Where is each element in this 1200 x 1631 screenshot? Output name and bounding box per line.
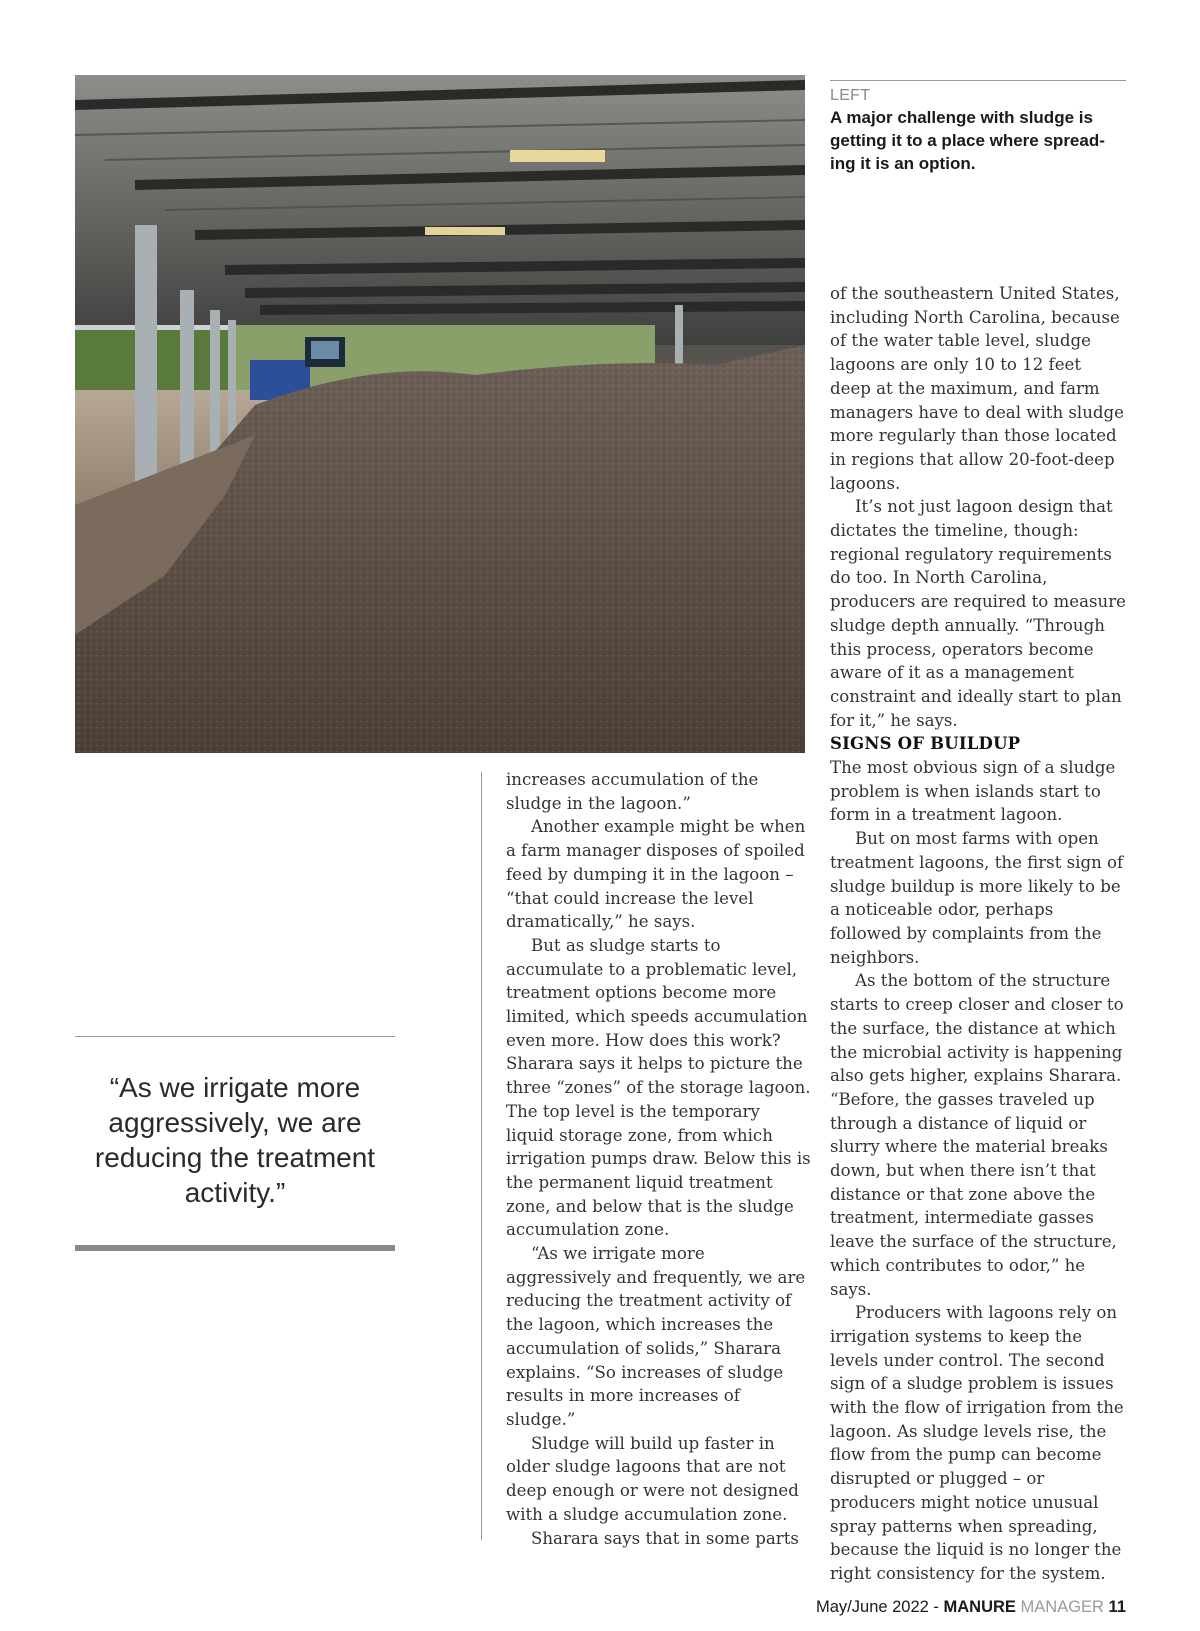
paragraph: The most obvious sign of a sludge problem is when islands start to form in a treatment lagoon. [830,758,1116,825]
paragraph: “As we irrigate more aggressively and frequently, we are reducing the treatment activity of the lagoon, which increases the accumulation of solids,” Sharara explains. “So increases of sludge results in more increases of sludge.” [506,1244,806,1429]
pull-quote-bottom-rule [75,1245,395,1251]
paragraph: It’s not just lagoon design that dictates the timeline, though: regional regulatory requirements do too. In North Carolina, producers are required to measure sludge depth annually. “Through this process, operators become aware of it as a management constraint and ideally start to plan for it,” he says. [830,497,1126,730]
paragraph: Another example might be when a farm manager disposes of spoiled feed by dumping it in the lagoon – “that could increase the level dramatically,” he says. [506,817,806,932]
paragraph: of the southeastern United States, including North Carolina, because of the water table level, sludge lagoons are only 10 to 12 feet deep at the maximum, and farm managers have to deal with sludge more regularly than those located in regions that allow 20-foot-deep lagoons. [830,284,1124,493]
caption-text: A major challenge with sludge is getting it to a place where spread-ing it is an option. [830,108,1105,173]
footer-brand-light: MANAGER [1015,1598,1109,1616]
page-footer [816,1598,1126,1617]
caption-tag: LEFT [830,87,871,104]
article-photo [75,75,805,753]
section-subhead: SIGNS OF BUILDUP [830,734,1021,754]
footer-date: May/June 2022 - [816,1598,944,1616]
pull-quote: “As we irrigate more aggressively, we are reducing the treatment activity.” [94,1072,376,1208]
paragraph: increases accumulation of the sludge in the lagoon.” [506,770,759,813]
right-column [830,282,1126,1586]
paragraph: As the bottom of the structure starts to creep closer and closer to the surface, the distance at which the microbial activity is happening also gets higher, explains Sharara. “Before, the gasses traveled up through a distance of liquid or slurry where the material breaks down, but when there isn’t that distance or that zone above the treatment, intermediate gasses leave the surface of the structure, which contributes to odor,” he says. [830,971,1124,1299]
photo-caption [830,80,1126,175]
paragraph: Sharara says that in some parts [531,1528,799,1548]
paragraph: But on most farms with open treatment lagoons, the first sign of sludge buildup is more likely to be a noticeable odor, perhaps followed by complaints from the neighbors. [830,829,1124,967]
middle-column [506,768,811,1550]
compost-barn-illustration [75,75,805,753]
paragraph: Producers with lagoons rely on irrigation systems to keep the levels under control. The second sign of a sludge problem is issues with the flow of irrigation from the lagoon. As sludge levels rise, the flow from the pump can become disrupted or plugged – or producers might notice unusual spray patterns when spreading, because the liquid is no longer the right consistency for the system. [830,1303,1124,1583]
paragraph: But as sludge starts to accumulate to a problematic level, treatment options become more limited, which speeds accumulation even more. How does this work? Sharara says it helps to picture the three “zones” of the storage lagoon. The top level is the temporary liquid storage zone, from which irrigation pumps draw. Below this is the permanent liquid treatment zone, and below that is the sludge accumulation zone. [506,935,811,1240]
pull-quote-top-rule [75,1036,395,1037]
column-divider [481,772,482,1540]
page-number: 11 [1108,1598,1126,1616]
footer-brand-bold: MANURE [943,1598,1016,1616]
paragraph: Sludge will build up faster in older sludge lagoons that are not deep enough or were not designed with a sludge accumulation zone. [506,1433,799,1524]
